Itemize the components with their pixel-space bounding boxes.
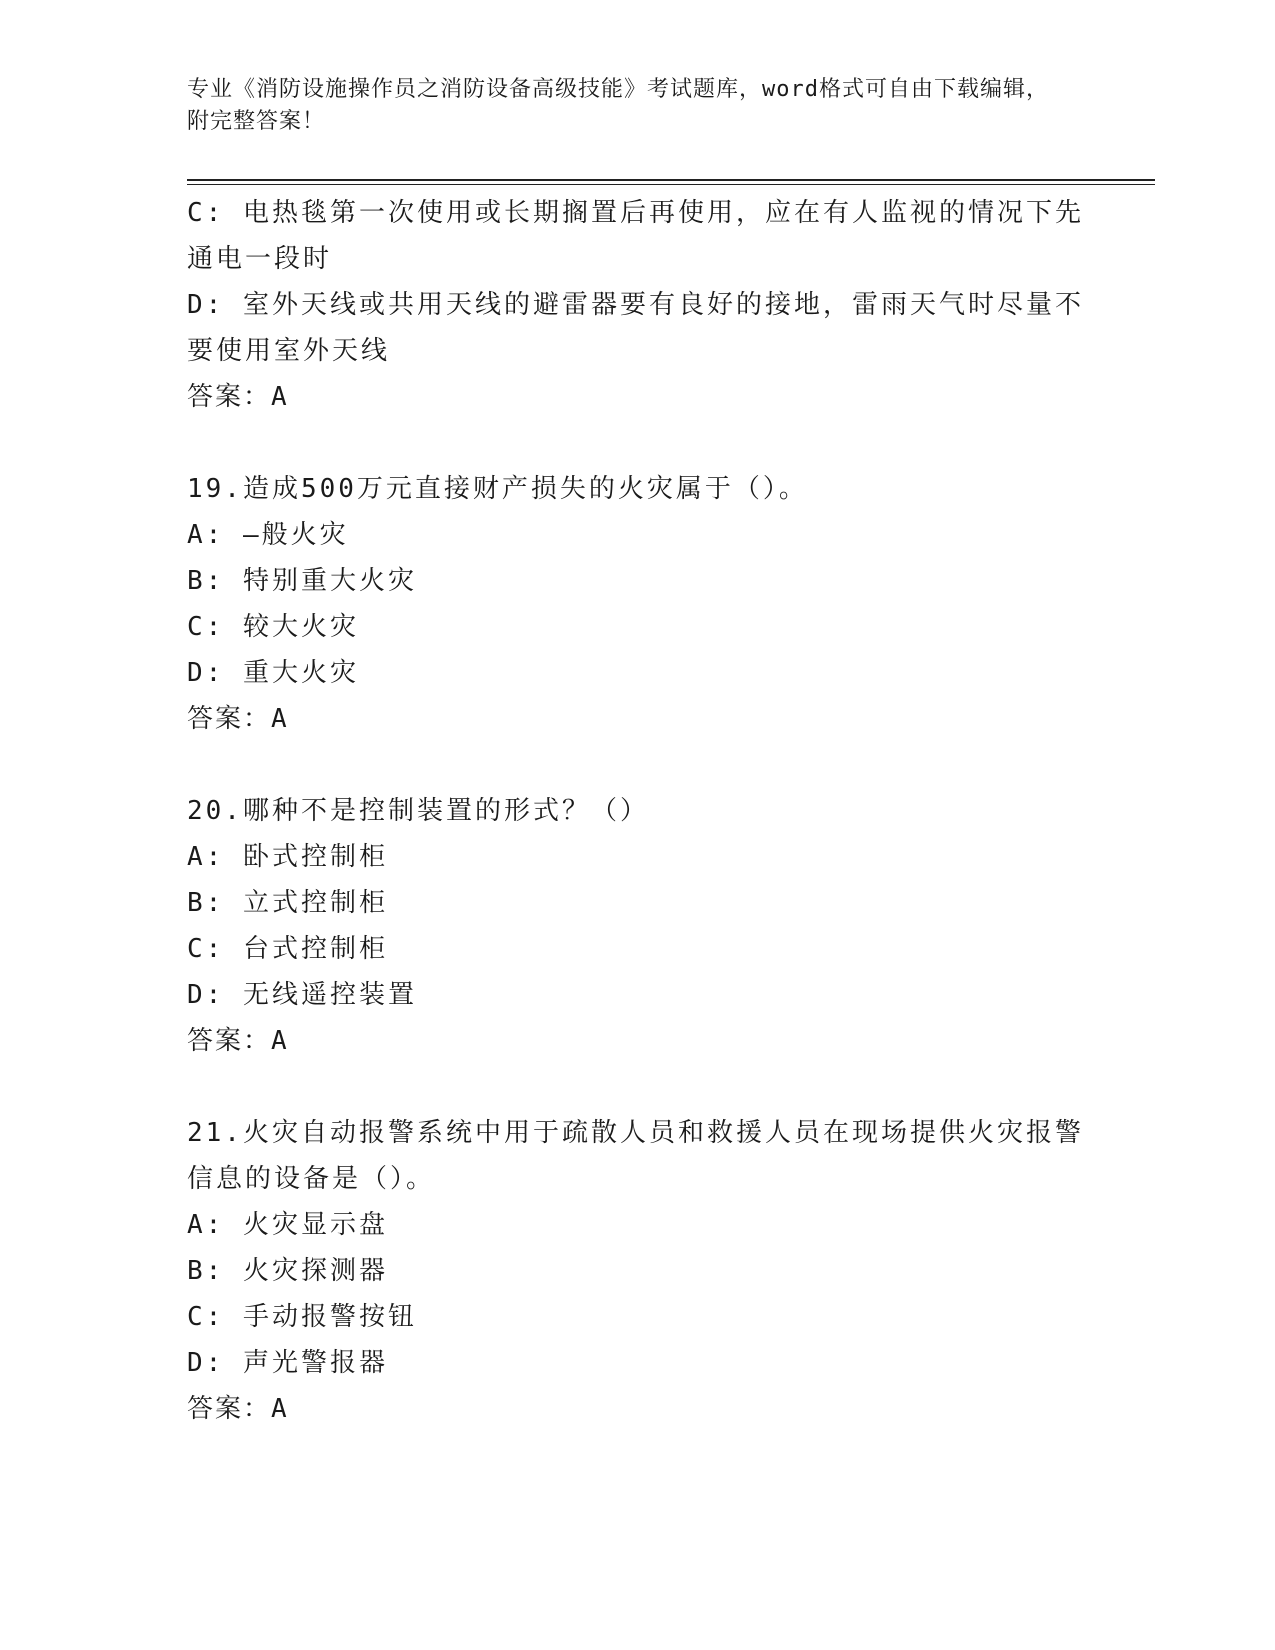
option-d: D: 无线遥控装置	[187, 980, 417, 1010]
question-stem: 21.火灾自动报警系统中用于疏散人员和救援人员在现场提供火灾报警	[187, 1118, 1084, 1148]
question-spacer	[187, 420, 1077, 466]
question-20	[187, 788, 1077, 1064]
answer-line: 答案：A	[187, 704, 289, 734]
option-c: C: 较大火灾	[187, 612, 359, 642]
option-d: D: 室外天线或共用天线的避雷器要有良好的接地，雷雨天气时尽量不	[187, 290, 1084, 320]
question-spacer	[187, 742, 1077, 788]
header-intro-text: 专业《消防设施操作员之消防设备高级技能》考试题库，word格式可自由下载编辑，附完整答案！	[187, 77, 1049, 134]
question-stem-continued: 信息的设备是（）。	[187, 1164, 436, 1194]
option-c: C: 电热毯第一次使用或长期搁置后再使用，应在有人监视的情况下先	[187, 198, 1084, 228]
question-21	[187, 1110, 1084, 1432]
option-b: B: 立式控制柜	[187, 888, 388, 918]
carryover-question	[187, 190, 1084, 420]
document-header	[187, 74, 1067, 138]
option-a: A: 卧式控制柜	[187, 842, 388, 872]
option-d: D: 重大火灾	[187, 658, 359, 688]
question-19	[187, 466, 1077, 742]
header-divider-thick	[187, 179, 1155, 181]
option-b: B: 特别重大火灾	[187, 566, 417, 596]
answer-line: 答案：A	[187, 1394, 289, 1424]
question-stem: 20.哪种不是控制装置的形式？（）	[187, 796, 649, 826]
header-divider-thin	[187, 184, 1155, 185]
option-a: A: —般火灾	[187, 520, 349, 550]
question-content	[187, 190, 1084, 1432]
option-b: B: 火灾探测器	[187, 1256, 388, 1286]
question-stem: 19.造成500万元直接财产损失的火灾属于（）。	[187, 474, 808, 504]
option-a: A: 火灾显示盘	[187, 1210, 388, 1240]
option-c: C: 手动报警按钮	[187, 1302, 417, 1332]
option-d-continued: 要使用室外天线	[187, 336, 391, 366]
option-c: C: 台式控制柜	[187, 934, 388, 964]
option-c-continued: 通电一段时	[187, 244, 333, 274]
answer-line: 答案：A	[187, 1026, 289, 1056]
option-d: D: 声光警报器	[187, 1348, 388, 1378]
question-spacer	[187, 1064, 1077, 1110]
answer-line: 答案：A	[187, 382, 289, 412]
